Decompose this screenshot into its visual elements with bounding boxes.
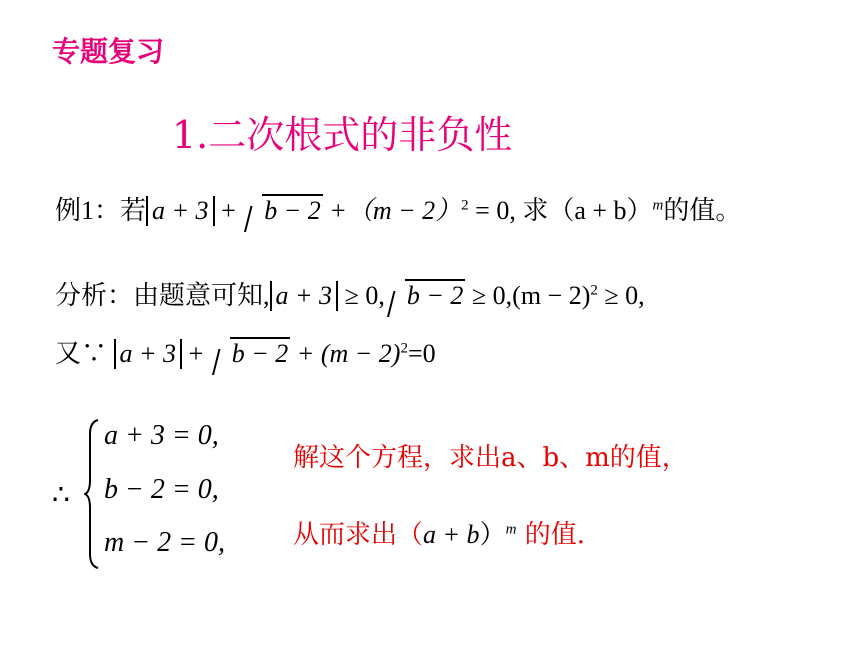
- sqrt-radicand: b − 2: [231, 339, 289, 368]
- example-ending: 的值。: [663, 196, 742, 225]
- analysis-label: 分析：由题意可知,: [55, 281, 270, 310]
- abs-expression: a + 3: [114, 339, 183, 369]
- abs-expression: a + 3: [146, 196, 215, 226]
- geq-zero-squared: ≥ 0,(m − 2): [465, 281, 591, 310]
- abs-expression: a + 3: [270, 281, 339, 311]
- left-brace-icon: [84, 418, 100, 570]
- therefore-symbol: ∴: [52, 480, 70, 511]
- equation-3: m − 2 = 0,: [104, 527, 226, 558]
- plus-sign: +: [221, 196, 236, 225]
- squared-exponent: 2: [590, 282, 598, 299]
- plus-sign: +: [188, 339, 204, 368]
- section-title: 专题复习: [52, 35, 165, 68]
- squared-exponent: 2: [461, 197, 469, 214]
- squared-term: +（m − 2）: [329, 196, 462, 225]
- since-line: [55, 333, 436, 370]
- geq-zero: ≥ 0,: [344, 281, 385, 310]
- note-close-paren: ）: [479, 520, 506, 550]
- geq-zero-end: ≥ 0,: [597, 281, 645, 310]
- page-title: 1.二次根式的非负性: [172, 113, 513, 157]
- power-exponent: m: [652, 197, 664, 214]
- example-prefix: 例1：若: [55, 196, 147, 225]
- squared-exponent: 2: [400, 340, 408, 357]
- sqrt-radicand: b − 2: [264, 196, 321, 225]
- note-prefix: 从而求出（: [293, 520, 424, 550]
- sqrt-expression: [210, 339, 291, 369]
- note-line-2: [293, 514, 585, 551]
- equation-2: b − 2 = 0,: [104, 474, 219, 505]
- note-suffix: 的值.: [524, 520, 585, 550]
- squared-term: + (m − 2): [296, 339, 401, 368]
- sqrt-expression: [385, 281, 466, 311]
- sqrt-expression: [242, 196, 323, 226]
- equation-1: a + 3 = 0,: [104, 420, 219, 451]
- note-line-1: 解这个方程，求出a、b、m的值，: [293, 443, 688, 473]
- equals-zero: =0: [407, 339, 436, 368]
- note-expression: a + b: [423, 520, 480, 549]
- sqrt-radicand: b − 2: [406, 281, 464, 310]
- analysis-line: [55, 275, 645, 312]
- since-label: 又∵: [55, 339, 108, 368]
- example-line: [55, 190, 741, 227]
- equals-clause: = 0, 求（a + b）: [475, 196, 653, 225]
- note-power: m: [505, 521, 517, 538]
